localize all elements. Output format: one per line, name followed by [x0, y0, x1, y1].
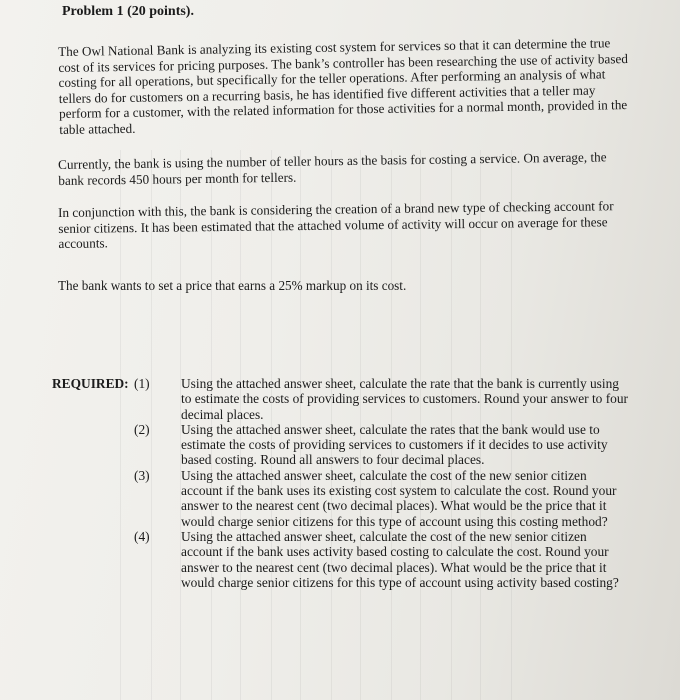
problem-title: Problem 1 (20 points). — [62, 4, 194, 19]
required-item-text: Using the attached answer sheet, calculate the rate that the bank is currently using to estimate the costs of providing services to customers. Round your answer to four decimal places. — [181, 376, 629, 422]
required-item-text: Using the attached answer sheet, calculate the cost of the new senior citizen account if the bank uses activity based costing to calculate the cost. Round your answer to the nearest cent (two decimal places). What would be the price that it would charge senior citizens for this type of account using activity based costing? — [181, 528, 619, 590]
required-section — [52, 376, 642, 590]
required-label: REQUIRED: — [52, 376, 129, 391]
paragraph-intro: The Owl National Bank is analyzing its existing cost system for services so that it can determine the true cost of its services for pricing purposes. The bank’s controller has been researching the use of activity based costing for all operations, but specifically for the teller operations. After performing an analysis of what tellers do for customers on a recurring basis, he has identified five different activities that a teller may perform for a customer, with the related information for those activities for a normal month, provided in the table attached. — [58, 35, 628, 137]
required-item-3: (3) Using the attached answer sheet, calculate the cost of the new senior citizen account if the bank uses its existing cost system to calculate the cost. Round your answer to the nearest cent (two decimal places). What would be the price that it would charge senior citizens for this type of account using this costing method? — [52, 468, 642, 529]
required-item-4: (4) Using the attached answer sheet, calculate the cost of the new senior citizen account if the bank uses activity based costing to calculate the cost. Round your answer to the nearest cent (two decimal places). What would be the price that it would charge senior citizens for this type of account using activity based costing? — [52, 529, 642, 590]
paragraph-senior-account: In conjunction with this, the bank is considering the creation of a brand new type of checking account for senior citizens. It has been estimated that the attached volume of activity will occur on average for these accounts. — [58, 198, 614, 252]
required-item-text: Using the attached answer sheet, calculate the cost of the new senior citizen account if the bank uses its existing cost system to calculate the cost. Round your answer to the nearest cent (two decimal places). What would be the price that it would charge senior citizens for this type of account using this costing method? — [181, 467, 617, 529]
paragraph-current-system: Currently, the bank is using the number of teller hours as the basis for costing a service. On average, the bank records 450 hours per month for tellers. — [58, 149, 607, 188]
required-item-text: Using the attached answer sheet, calculate the rates that the bank would use to estimate the costs of providing services to customers if it decides to use activity based costing. Round all answers to four decimal places. — [181, 421, 608, 468]
paragraph-markup: The bank wants to set a price that earns a 25% markup on its cost. — [58, 278, 407, 293]
required-item-2: (2) Using the attached answer sheet, calculate the rates that the bank would use to estimate the costs of providing services to customers if it decides to use activity based costing. Round all answers to four decimal places. — [52, 422, 642, 468]
required-item-1: REQUIRED: (1) Using the attached answer sheet, calculate the rate that the bank is currently using to estimate the costs of providing services to customers. Round your answer to four decimal places. — [52, 376, 629, 422]
